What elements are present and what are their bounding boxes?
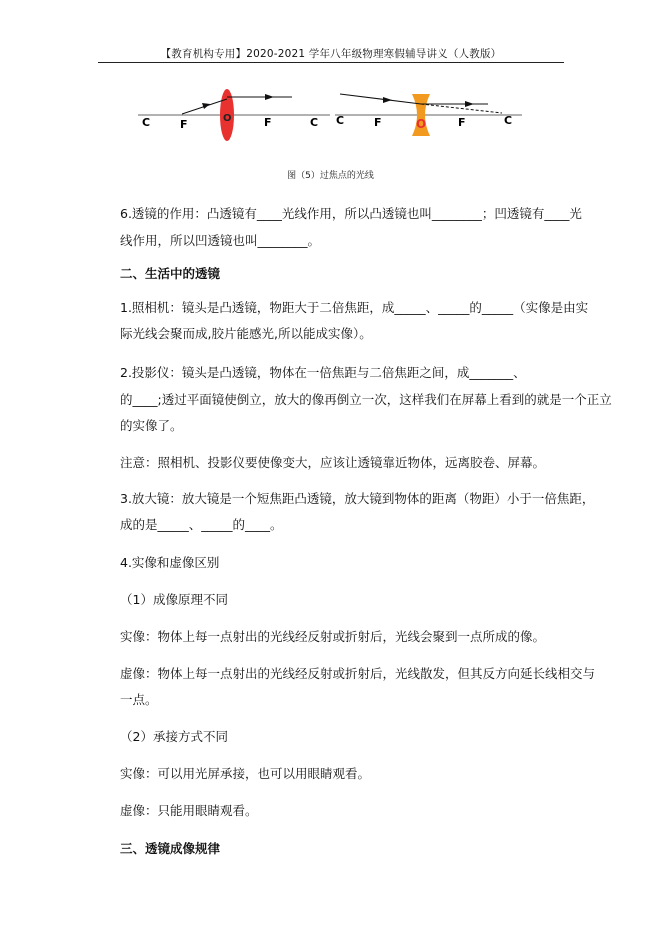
label-left-f1: F [180, 118, 188, 131]
virtual-image-definition-1: 虚像：物体上每一点射出的光线经反射或折射后，光线散发，但其反方向延长线相交与 [120, 666, 596, 681]
extension-line-right [421, 104, 502, 113]
difference-title: 4.实像和虚像区别 [120, 555, 220, 570]
subheading-receiving: （2）承接方式不同 [120, 729, 228, 744]
label-right-c2: C [504, 114, 513, 127]
label-right-c1: C [336, 114, 345, 127]
label-left-c2: C [310, 116, 319, 129]
label-left-c1: C [142, 116, 151, 129]
q6-line-2: 线作用，所以凹透镜也叫________。 [120, 233, 321, 248]
subheading-principle: （1）成像原理不同 [120, 592, 228, 607]
label-left-o: O [223, 113, 232, 124]
label-right-f1: F [374, 116, 382, 129]
magnifier-line-2: 成的是_____、_____的____。 [120, 517, 283, 532]
label-right-o: O [416, 117, 427, 131]
ray-arrow-left-1 [202, 103, 210, 109]
real-image-definition: 实像：物体上每一点射出的光线经反射或折射后，光线会聚到一点所成的像。 [120, 629, 546, 644]
projector-line-1: 2.投影仪：镜头是凸透镜，物体在一倍焦距与二倍焦距之间，成_______、 [120, 365, 526, 380]
virtual-image-receiving: 虚像：只能用眼睛观看。 [120, 803, 258, 818]
page-header: 【教育机构专用】2020-2021 学年八年级物理寒假辅导讲义（人教版） [160, 48, 502, 60]
lens-diagram-svg [130, 82, 530, 142]
section-2-title: 二、生活中的透镜 [120, 266, 221, 281]
ray-arrow-right-1 [383, 97, 392, 103]
magnifier-line-1: 3.放大镜：放大镜是一个短焦距凸透镜，放大镜到物体的距离（物距）小于一倍焦距， [120, 491, 595, 506]
projector-line-3: 的实像了。 [120, 418, 183, 433]
ray-arrow-left-2 [265, 94, 274, 100]
header-rule [98, 62, 564, 63]
label-left-f2: F [264, 116, 272, 129]
ray-arrow-right-2 [465, 101, 474, 107]
note-text: 注意：照相机、投影仪要使像变大，应该让透镜靠近物体，远离胶卷、屏幕。 [120, 455, 546, 470]
q6-line-1: 6.透镜的作用：凸透镜有____光线作用，所以凸透镜也叫________；凹透镜有____光 [120, 206, 582, 221]
camera-line-1: 1.照相机：镜头是凸透镜，物距大于二倍焦距，成_____、_____的_____（实像是由实 [120, 300, 589, 315]
lens-diagram [130, 82, 530, 142]
real-image-receiving: 实像：可以用光屏承接，也可以用眼睛观看。 [120, 766, 371, 781]
projector-line-2: 的____;透过平面镜使倒立，放大的像再倒立一次，这样我们在屏幕上看到的就是一个正立 [120, 392, 612, 407]
section-3-title: 三、透镜成像规律 [120, 841, 221, 856]
virtual-image-definition-2: 一点。 [120, 692, 158, 707]
figure-caption: 图（5）过焦点的光线 [287, 171, 374, 181]
incident-ray-right [340, 94, 421, 104]
camera-line-2: 际光线会聚而成,胶片能感光,所以能成实像）。 [120, 326, 372, 341]
label-right-f2: F [458, 116, 466, 129]
